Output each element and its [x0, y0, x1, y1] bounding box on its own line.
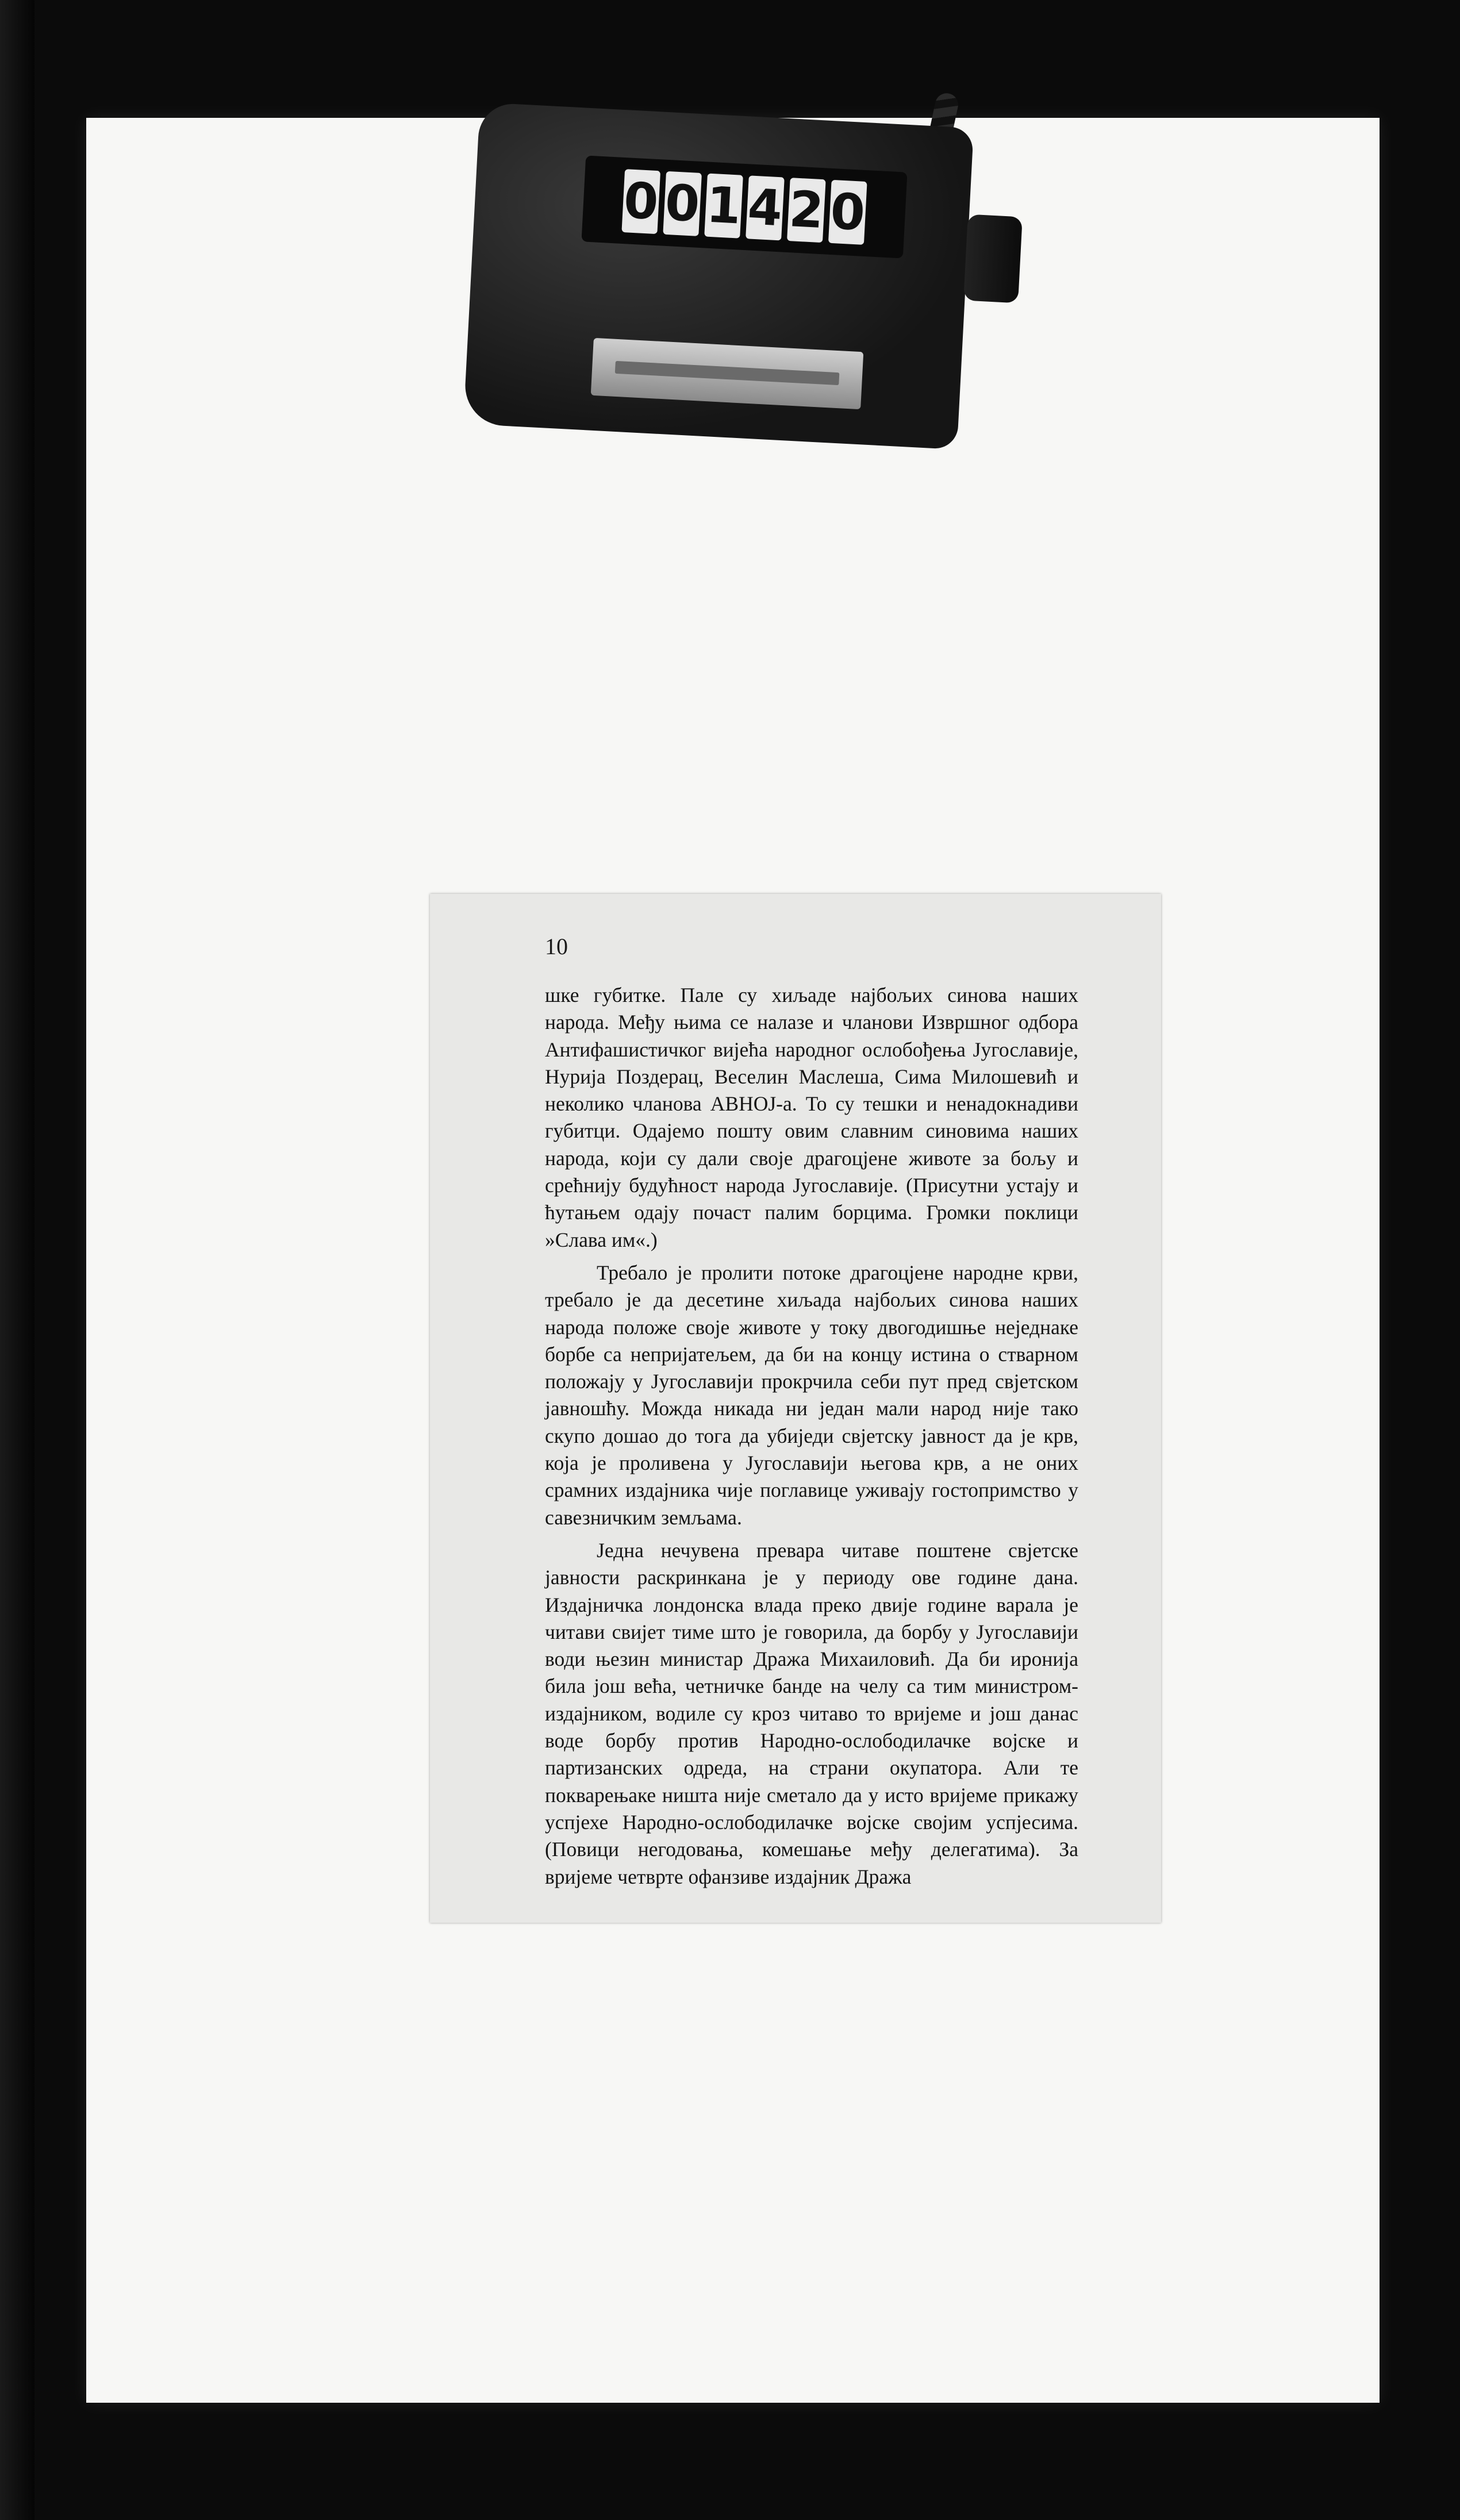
paragraph: Требало је пролити потоке драгоцјене народне крви, требало је да десетине хиљада најбољих синова наших народа положе своје животе у току двогодишње неједнаке борбе са непријатељем, да би на концу истина о стварном положају у Југославији прокрчила себи пут пред свјетском јавношћу. Можда никада ни један мали народ није тако скупо дошао до тога да убиједи свјетску јавност да је крв, која је проливена у Југославији његова крв, а не оних срамних издајника чије поглавице уживају гостопримство у савезничким земљама. — [545, 1261, 1078, 1529]
counter-digit: 4 — [746, 175, 785, 240]
counter-display — [581, 155, 907, 258]
page-number: 10 — [545, 934, 568, 959]
counter-digit: 0 — [828, 180, 867, 245]
page-body — [545, 982, 1078, 1891]
film-frame-edge — [0, 0, 34, 2520]
counter-digit: 1 — [704, 174, 743, 239]
counter-digit: 0 — [663, 171, 702, 236]
counter-digit: 2 — [787, 178, 826, 243]
frame-counter-device — [460, 92, 1000, 448]
counter-knob — [963, 214, 1023, 304]
paragraph: шке губитке. Пале су хиљаде најбољих синова наших народа. Међу њима се налазе и чланови Извршног одбора Антифашистичког вијећа народног ослобођења Југославије, Нурија Поздерац, Веселин Маслеша, Сима Милошевић и неколико чланова АВНОЈ-а. То су тешки и ненадокнадиви губитци. Одајемо пошту овим славним синовима наших народа, који су дали своје драгоцјене животе за бољу и срећнију будућност народа Југославије. (Присутни устају и ћутањем одају почаст палим борцима. Громки поклици »Слава им«.) — [545, 984, 1078, 1251]
document-page — [430, 894, 1161, 1923]
counter-digit: 0 — [621, 169, 660, 234]
paragraph: Једна нечувена превара читаве поштене свјетске јавности раскринкана је у периоду ове године дана. Издајничка лондонска влада преко двије године варала је читави свијет тиме што је говорила, да борбу у Југославији води њезин министар Дража Михаиловић. Да би иронија била још већа, четничке банде на челу са тим министром-издајником, водиле су кроз читаво то вријеме и још данас воде борбу против Народно-ослободилачке војске и партизанских одреда, на страни окупатора. Али те покварењаке ништа није сметало да у исто вријеме прикажу успјехе Народно-ослободилачке војске својим успјесима. (Повици негодовања, комешање међу делегатима). За вријеме четврте офанзиве издајник Дража — [545, 1538, 1078, 1888]
